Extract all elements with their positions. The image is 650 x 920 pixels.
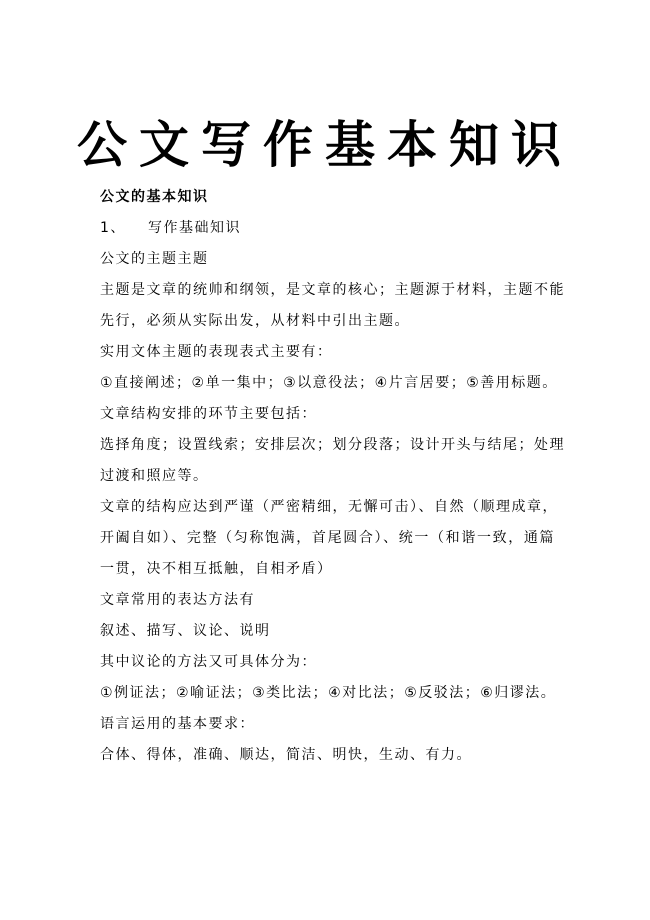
paragraph-line: 合体、得体，准确、顺达，简洁、明快，生动、有力。	[100, 747, 472, 763]
section-heading: 公文的基本知识	[100, 189, 209, 205]
paragraph-line: 先行，必须从实际出发，从材料中引出主题。	[100, 313, 410, 329]
document-title: 公文写作基本知识	[77, 116, 573, 174]
paragraph-line: 主题是文章的统帅和纲领，是文章的核心；主题源于材料，主题不能	[100, 282, 565, 298]
paragraph-line: 过渡和照应等。	[100, 468, 209, 484]
document-body	[100, 182, 565, 771]
paragraph-line: 选择角度；设置线索；安排层次；划分段落；设计开头与结尾；处理	[100, 437, 565, 453]
paragraph-line: 一贯，决不相互抵触，自相矛盾）	[100, 561, 333, 577]
paragraph-line: 语言运用的基本要求：	[100, 716, 255, 732]
paragraph-line: 叙述、描写、议论、说明	[100, 623, 271, 639]
paragraph-line: 文章常用的表达方法有	[100, 592, 255, 608]
paragraph-line: 文章的结构应达到严谨（严密精细，无懈可击）、自然（顺理成章，	[100, 499, 558, 515]
paragraph-line: 其中议论的方法又可具体分为：	[100, 654, 317, 670]
paragraph-line: 开阖自如）、完整（匀称饱满，首尾圆合）、统一（和谐一致，通篇	[100, 530, 555, 546]
paragraph-line: ①直接阐述；②单一集中；③以意役法；④片言居要；⑤善用标题。	[100, 375, 558, 391]
paragraph-line: 公文的主题主题	[100, 251, 209, 267]
paragraph-line: 实用文体主题的表现表式主要有：	[100, 344, 333, 360]
paragraph-line: 文章结构安排的环节主要包括：	[100, 406, 317, 422]
list-number: 1、	[100, 220, 126, 236]
numbered-heading-text: 写作基础知识	[148, 220, 241, 236]
numbered-heading	[100, 213, 555, 244]
paragraph-line: ①例证法；②喻证法；③类比法；④对比法；⑤反驳法；⑥归谬法。	[100, 685, 557, 701]
